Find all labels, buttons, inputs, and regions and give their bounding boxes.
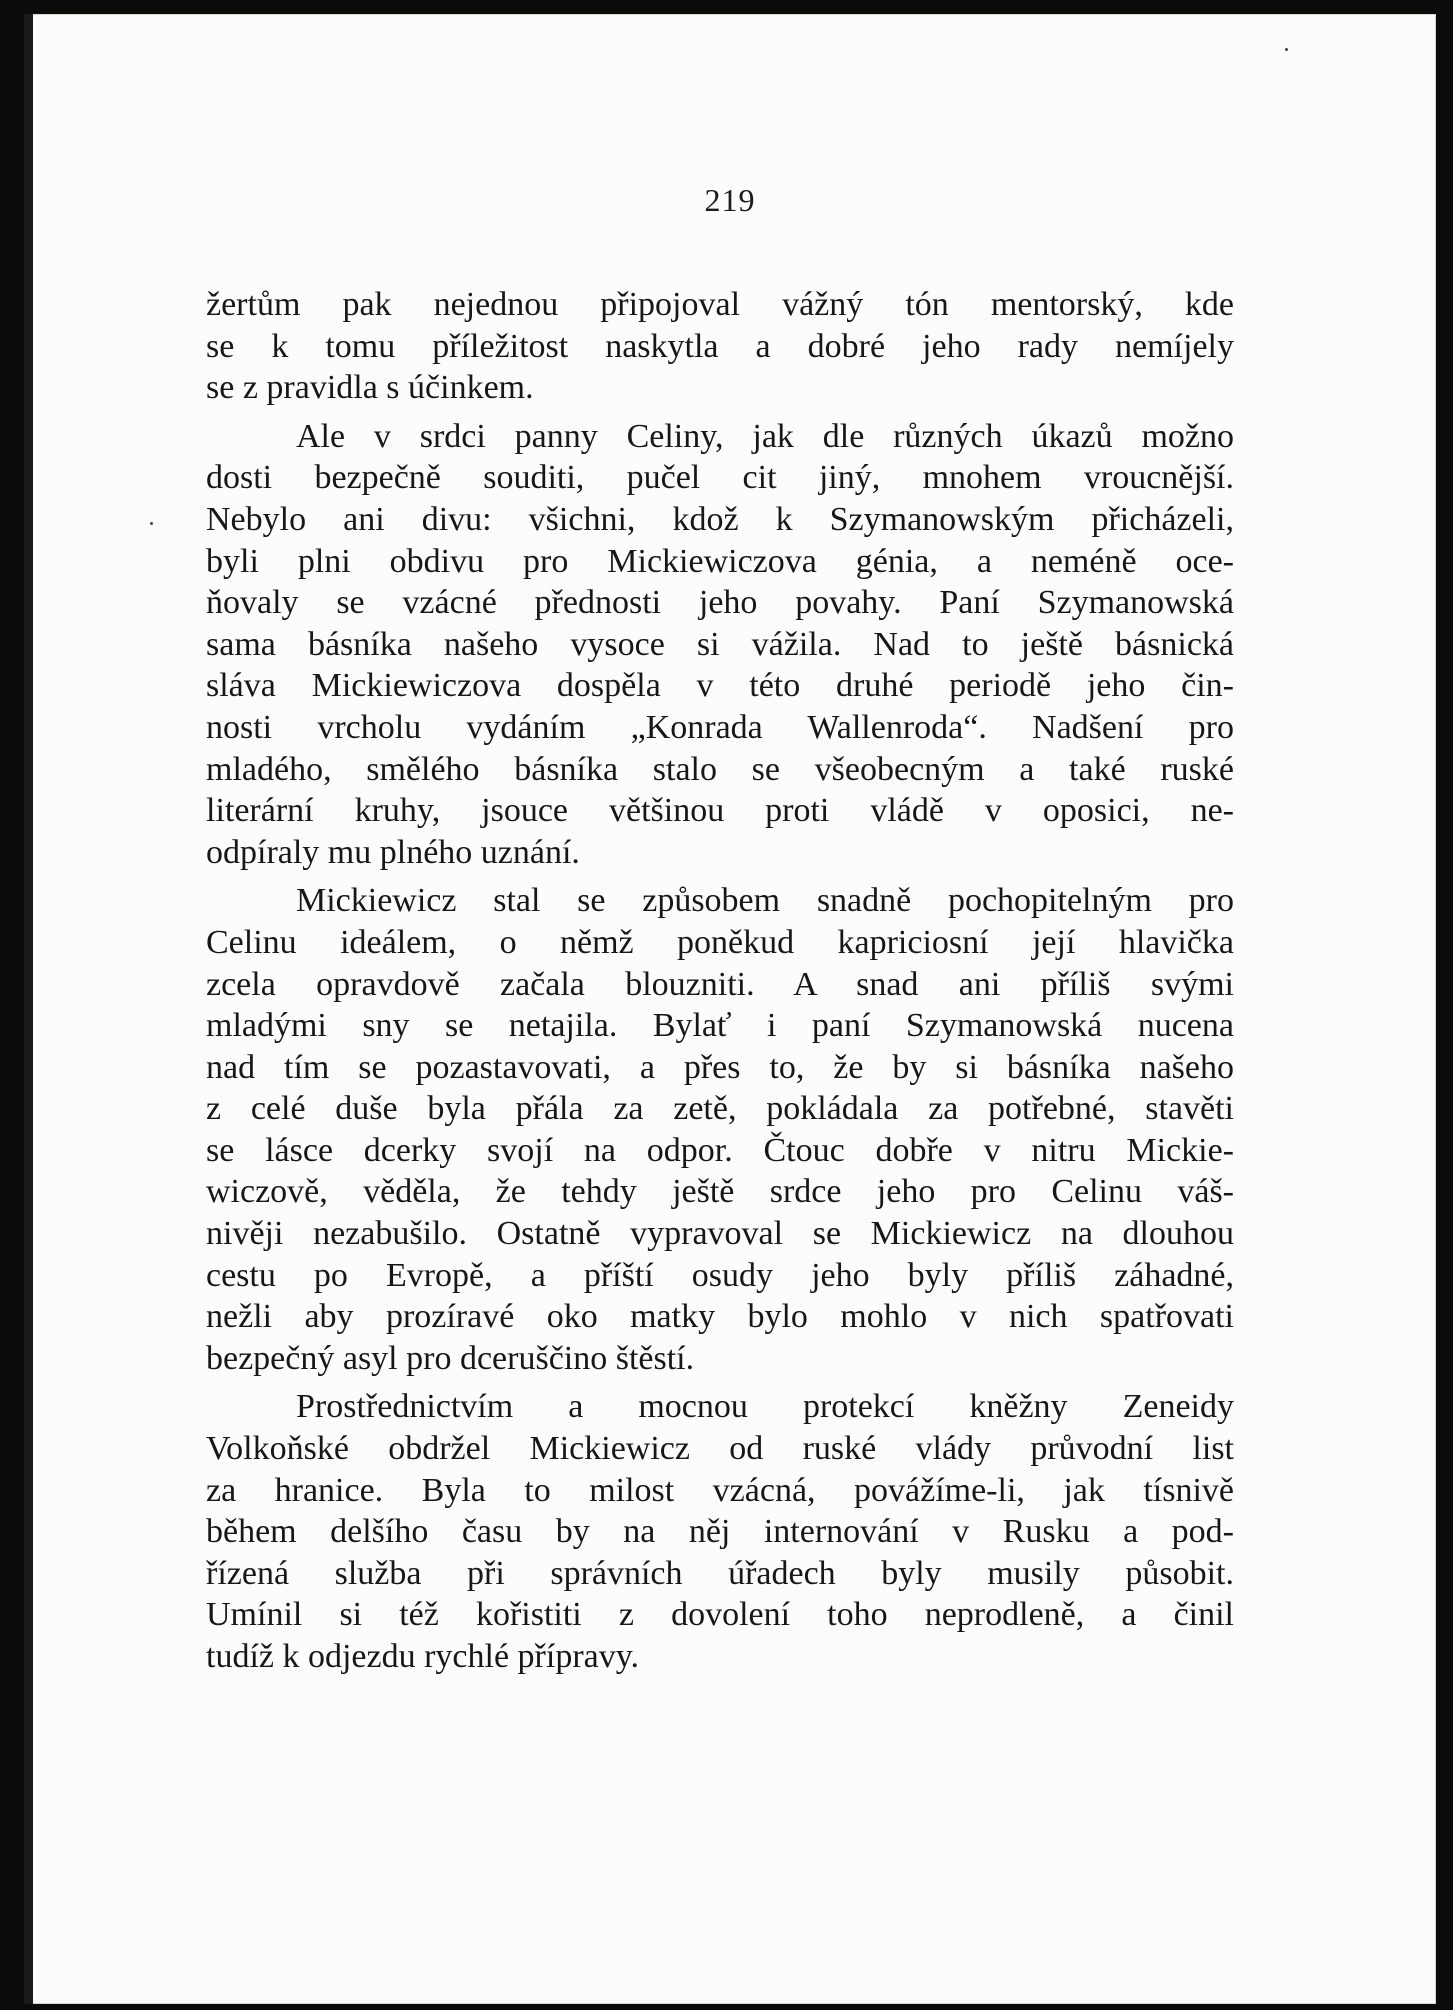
text-line: Prostřednictvím a mocnou protekcí kněžny Zeneidy [296,1388,1234,1426]
paragraph-2 [206,416,1234,874]
text-line: dosti bezpečně souditi, pučel cit jiný, mnohem vroucnější. [206,459,1234,497]
page-number: 219 [704,182,756,218]
paragraph-3 [206,880,1234,1379]
paragraph-1 [206,284,1234,409]
text-line: Mickiewicz stal se způsobem snadně pochopitelným pro [296,882,1234,920]
text-line: ňovaly se vzácné přednosti jeho povahy. Paní Szymanowská [206,584,1234,622]
page-binding-edge [24,14,33,2004]
text-line: cestu po Evropě, a příští osudy jeho byly příliš záhadné, [206,1256,1234,1294]
text-line: literární kruhy, jsouce většinou proti vládě v oposici, ne- [206,792,1234,830]
paragraph-4 [206,1386,1234,1677]
text-line: Ale v srdci panny Celiny, jak dle různých úkazů možno [296,417,1234,455]
text-line: odpíraly mu plného uznání. [206,833,580,871]
text-line: byli plni obdivu pro Mickiewiczova génia, a neméně oce- [206,542,1234,580]
text-line: wiczově, věděla, že tehdy ještě srdce jeho pro Celinu váš- [206,1173,1234,1211]
text-line: bezpečný asyl pro dceruščino štěstí. [206,1339,695,1377]
text-line: zcela opravdově začala blouzniti. A snad ani příliš svými [206,965,1234,1003]
scan-speck [1285,48,1288,51]
scan-speck [150,522,153,525]
text-line: se z pravidla s účinkem. [206,369,534,407]
text-line: mladého, smělého básníka stalo se všeobecným a také ruské [206,750,1234,788]
body-text [206,284,1234,1678]
text-line: nivěji nezabušilo. Ostatně vypravoval se Mickiewicz na dlouhou [206,1215,1234,1253]
text-line: Nebylo ani divu: všichni, kdož k Szymanowským přicházeli, [206,500,1234,538]
text-line: nad tím se pozastavovati, a přes to, že by si básníka našeho [206,1048,1234,1086]
text-line: se k tomu příležitost naskytla a dobré jeho rady nemíjely [206,327,1234,365]
text-line: řízená služba při správních úřadech byly musily působit. [206,1554,1234,1592]
text-line: nosti vrcholu vydáním „Konrada Wallenroda“. Nadšení pro [206,708,1234,746]
text-line: za hranice. Byla to milost vzácná, povážíme-li, jak tísnivě [206,1471,1234,1509]
text-line: mladými sny se netajila. Bylať i paní Szymanowská nucena [206,1007,1234,1045]
text-line: Volkoňské obdržel Mickiewicz od ruské vlády průvodní list [206,1430,1234,1468]
text-line: z celé duše byla přála za zetě, pokládala za potřebné, stavěti [206,1090,1234,1128]
text-line: tudíž k odjezdu rychlé přípravy. [206,1638,640,1675]
text-line: nežli aby prozíravé oko matky bylo mohlo v nich spatřovati [206,1298,1234,1336]
text-line: se lásce dcerky svojí na odpor. Čtouc dobře v nitru Mickie- [206,1131,1234,1169]
text-line: žertům pak nejednou připojoval vážný tón mentorský, kde [206,286,1234,323]
text-line: Celinu ideálem, o němž poněkud kapriciosní její hlavička [206,923,1234,961]
text-line: Umínil si též kořistiti z dovolení toho neprodleně, a činil [206,1596,1234,1634]
book-page [24,14,1436,2004]
text-line: sláva Mickiewiczova dospěla v této druhé periodě jeho čin- [206,667,1234,705]
text-line: sama básníka našeho vysoce si vážila. Nad to ještě básnická [206,625,1234,663]
text-line: během delšího času by na něj internování v Rusku a pod- [206,1513,1234,1551]
